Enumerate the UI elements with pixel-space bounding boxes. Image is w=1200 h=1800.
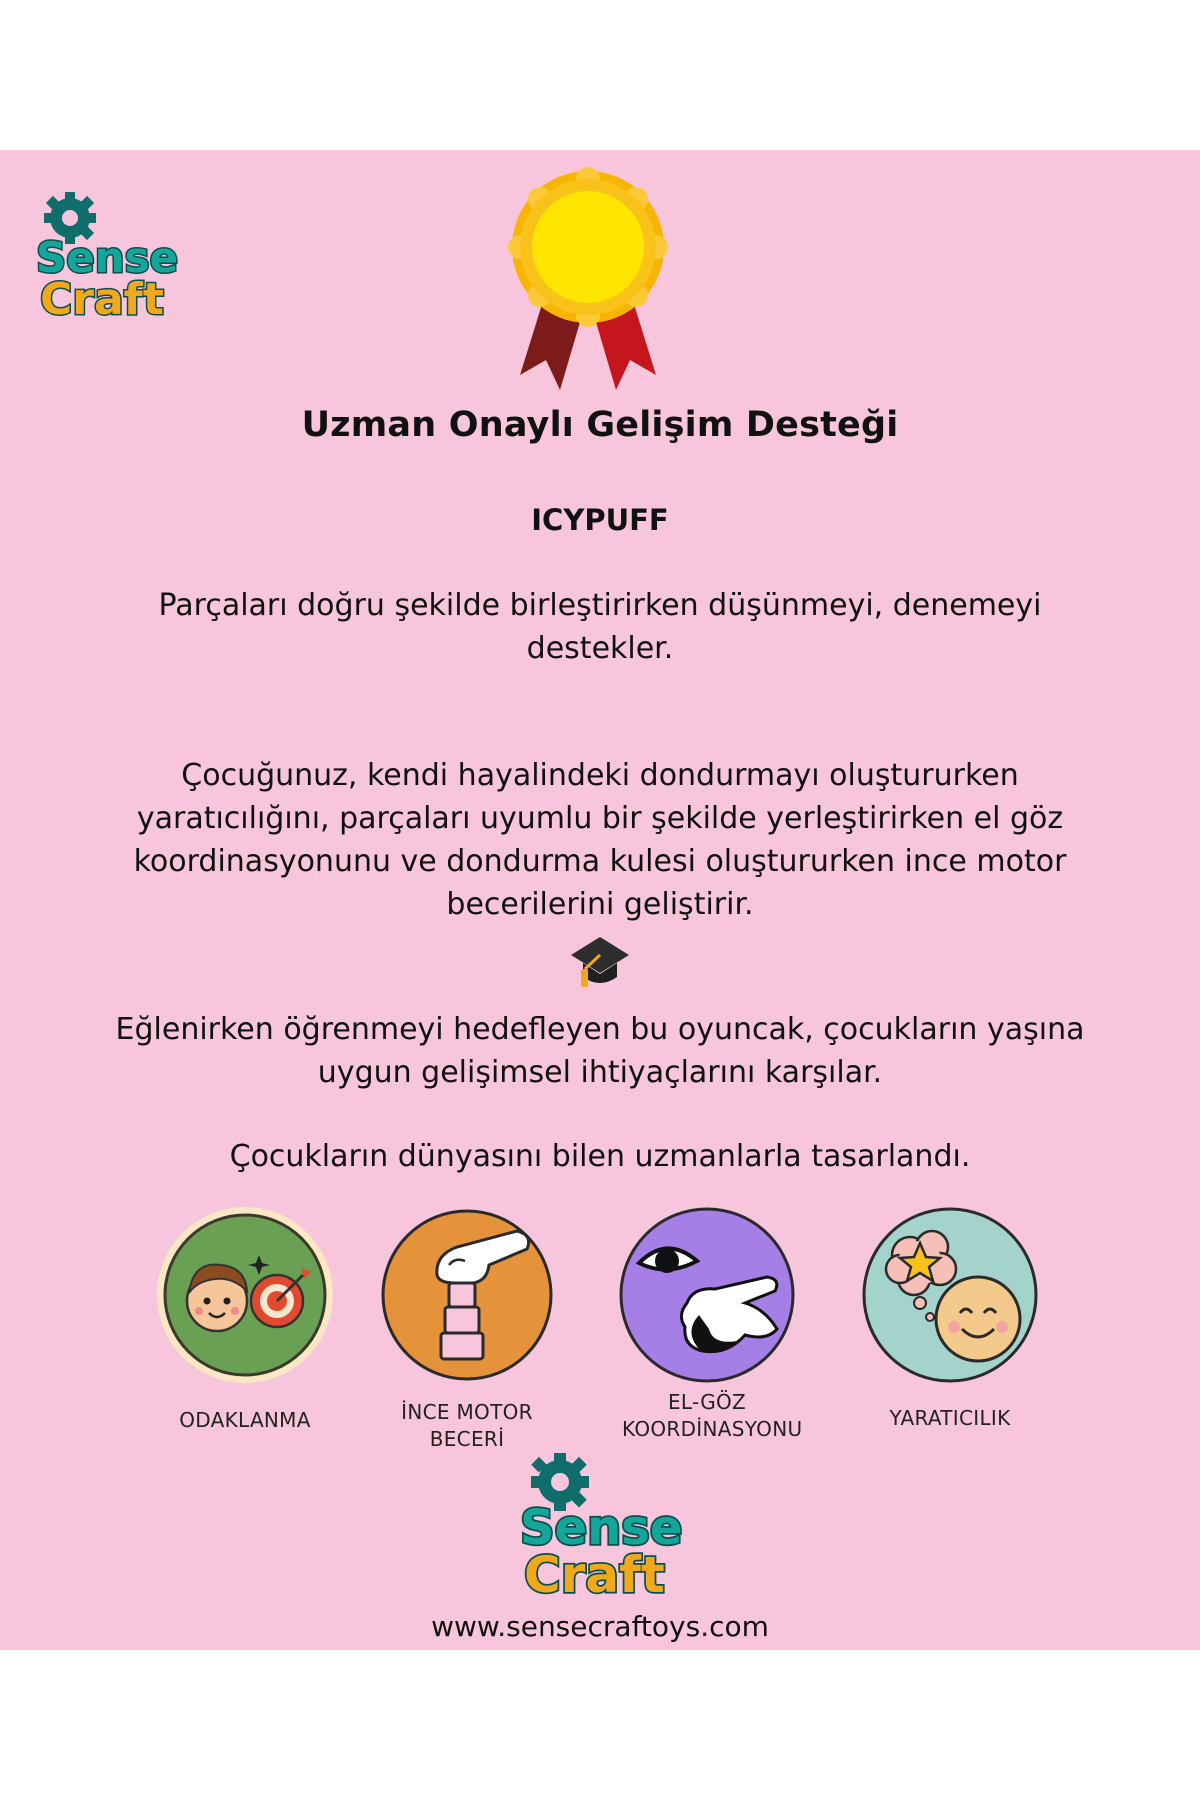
- feature-creativity: [850, 1205, 1050, 1432]
- stacking-blocks-icon: [377, 1205, 557, 1385]
- logo-text-sense: Sense: [520, 1500, 682, 1556]
- description-paragraph-2: Çocuğunuz, kendi hayalindeki dondurmayı oluştururken yaratıcılığını, parçaları uyumlu bir şekilde yerleştirirken el göz koordinasyonunu ve dondurma kulesi oluştururken ince motor becerilerini geliştirir.: [133, 758, 1067, 922]
- award-medal-icon: [508, 165, 668, 395]
- creative-thought-icon: [860, 1205, 1040, 1385]
- product-name: ICYPUFF: [531, 503, 669, 537]
- feature-label-fine-motor: İNCE MOTOR BECERİ: [401, 1400, 533, 1451]
- brand-logo-bottom: [512, 1450, 682, 1610]
- feature-label-eye-hand: EL-GÖZ KOORDİNASYONU: [622, 1390, 803, 1441]
- eye-hand-icon: [617, 1205, 797, 1385]
- brand-logo-top: [28, 190, 178, 330]
- page-title: Uzman Onaylı Gelişim Desteği: [301, 405, 899, 445]
- description-paragraph-3: Eğlenirken öğrenmeyi hedefleyen bu oyuncak, çocukların yaşına uygun gelişimsel ihtiyaçlarını karşılar.: [115, 1012, 1085, 1090]
- promo-panel: [0, 150, 1200, 1650]
- logo-text-sense: Sense: [36, 233, 178, 282]
- logo-text-craft: Craft: [40, 274, 164, 325]
- description-paragraph-4: Çocukların dünyasını bilen uzmanlarla tasarlandı.: [229, 1139, 971, 1174]
- website-link[interactable]: www.sensecraftoys.com: [431, 1610, 769, 1643]
- focus-target-icon: [155, 1205, 335, 1385]
- feature-label-focus: ODAKLANMA: [179, 1408, 311, 1432]
- feature-label-creativity: YARATICILIK: [889, 1406, 1011, 1430]
- description-paragraph-1: Parçaları doğru şekilde birleştirirken düşünmeyi, denemeyi destekler.: [158, 588, 1042, 666]
- graduation-cap-icon: [569, 933, 631, 995]
- logo-text-craft: Craft: [524, 1546, 665, 1604]
- feature-eye-hand: [607, 1205, 807, 1443]
- feature-fine-motor: [367, 1205, 567, 1453]
- feature-focus: [145, 1205, 345, 1434]
